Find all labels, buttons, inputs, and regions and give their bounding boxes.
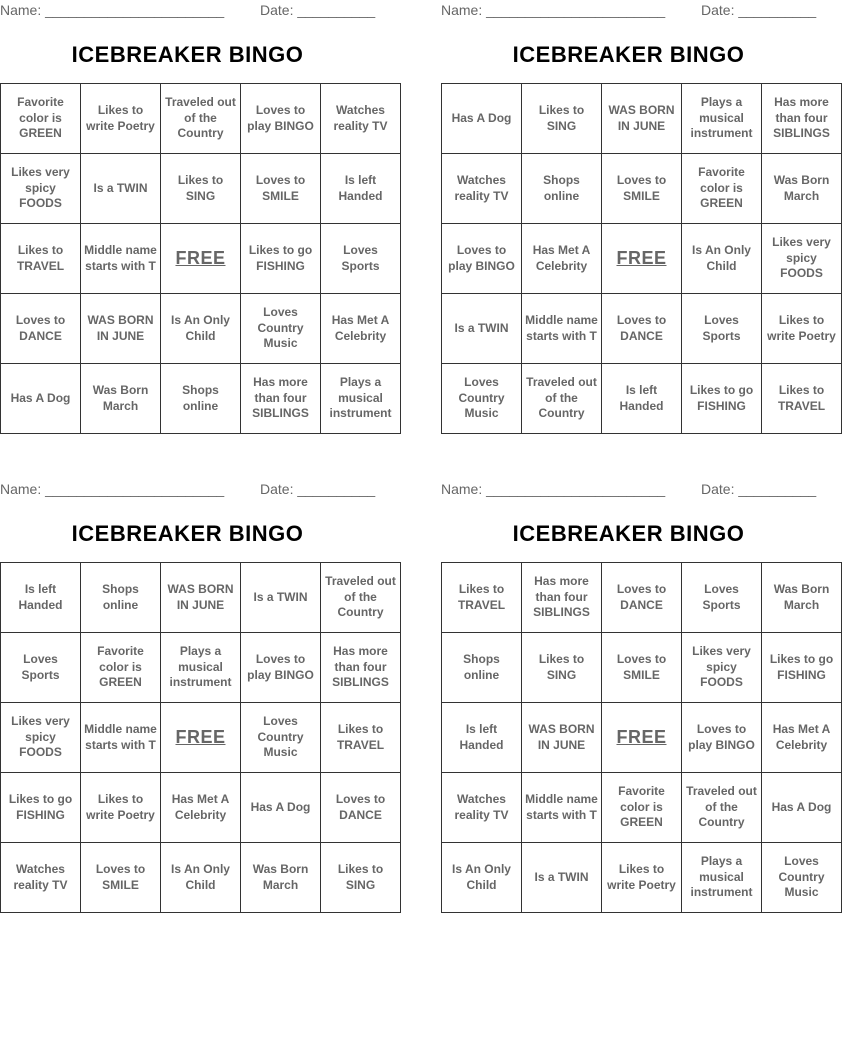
bingo-cell: Was Born March — [762, 154, 842, 224]
bingo-cell: Loves Sports — [1, 633, 81, 703]
bingo-cell: Has more than four SIBLINGS — [241, 364, 321, 434]
card-header — [441, 2, 816, 20]
bingo-row — [442, 843, 842, 913]
bingo-cell: Loves to DANCE — [602, 563, 682, 633]
bingo-cell: Likes to SING — [161, 154, 241, 224]
bingo-row — [1, 703, 401, 773]
bingo-cell: Likes to go FISHING — [682, 364, 762, 434]
bingo-cell: Loves Sports — [682, 294, 762, 364]
bingo-cell: Is a TWIN — [241, 563, 321, 633]
bingo-cell: Is a TWIN — [81, 154, 161, 224]
bingo-cell: WAS BORN IN JUNE — [522, 703, 602, 773]
bingo-cell: Has Met A Celebrity — [321, 294, 401, 364]
bingo-cell: Loves to play BINGO — [241, 84, 321, 154]
bingo-cell: Is left Handed — [442, 703, 522, 773]
bingo-row — [442, 154, 842, 224]
card-title: ICEBREAKER BINGO — [71, 42, 304, 67]
bingo-cell: Loves to DANCE — [602, 294, 682, 364]
bingo-cell: Likes very spicy FOODS — [1, 703, 81, 773]
bingo-cell: Loves to SMILE — [602, 633, 682, 703]
bingo-cell: Loves to DANCE — [1, 294, 81, 364]
bingo-cell: Plays a musical instrument — [682, 84, 762, 154]
bingo-cell: Has Met A Celebrity — [522, 224, 602, 294]
card-header — [0, 481, 375, 499]
bingo-cell: Has more than four SIBLINGS — [762, 84, 842, 154]
bingo-cell: Loves to play BINGO — [241, 633, 321, 703]
bingo-cell: Was Born March — [81, 364, 161, 434]
bingo-cell: Middle name starts with T — [81, 703, 161, 773]
bingo-cell: Loves to DANCE — [321, 773, 401, 843]
bingo-cell: Watches reality TV — [442, 154, 522, 224]
name-field-label: Name: _______________________ — [0, 2, 225, 18]
bingo-cell: Plays a musical instrument — [682, 843, 762, 913]
bingo-cell: Watches reality TV — [1, 843, 81, 913]
bingo-row — [442, 633, 842, 703]
bingo-row — [1, 154, 401, 224]
bingo-cell: WAS BORN IN JUNE — [81, 294, 161, 364]
bingo-cell: Middle name starts with T — [522, 773, 602, 843]
bingo-cell: Middle name starts with T — [522, 294, 602, 364]
card-header — [441, 481, 816, 499]
bingo-cell: Is An Only Child — [682, 224, 762, 294]
date-field-label: Date: __________ — [701, 2, 817, 18]
bingo-cell: Loves to SMILE — [602, 154, 682, 224]
name-field-label: Name: _______________________ — [441, 2, 666, 18]
bingo-cell: Traveled out of the Country — [522, 364, 602, 434]
bingo-row — [1, 633, 401, 703]
bingo-row — [442, 364, 842, 434]
free-space-cell: FREE — [602, 224, 682, 294]
bingo-cell: Likes to write Poetry — [602, 843, 682, 913]
bingo-cell: Likes very spicy FOODS — [682, 633, 762, 703]
bingo-row — [442, 84, 842, 154]
bingo-grid — [0, 562, 401, 913]
name-field-label: Name: _______________________ — [441, 481, 666, 497]
bingo-cell: Favorite color is GREEN — [602, 773, 682, 843]
card-title: ICEBREAKER BINGO — [71, 521, 304, 546]
bingo-cell: Likes to SING — [321, 843, 401, 913]
bingo-cell: Loves Country Music — [442, 364, 522, 434]
bingo-row — [1, 84, 401, 154]
bingo-cell: Is An Only Child — [442, 843, 522, 913]
bingo-cell: Loves to play BINGO — [442, 224, 522, 294]
bingo-cell: Traveled out of the Country — [321, 563, 401, 633]
bingo-cell: Favorite color is GREEN — [682, 154, 762, 224]
bingo-cell: Loves to SMILE — [241, 154, 321, 224]
bingo-row — [1, 294, 401, 364]
bingo-cell: WAS BORN IN JUNE — [161, 563, 241, 633]
bingo-row — [442, 703, 842, 773]
bingo-cell: Watches reality TV — [321, 84, 401, 154]
name-field-label: Name: _______________________ — [0, 481, 225, 497]
bingo-cell: Watches reality TV — [442, 773, 522, 843]
bingo-row — [442, 224, 842, 294]
free-space-cell: FREE — [161, 224, 241, 294]
bingo-cell: Has Met A Celebrity — [161, 773, 241, 843]
card-title: ICEBREAKER BINGO — [512, 42, 745, 67]
bingo-cell: Has more than four SIBLINGS — [321, 633, 401, 703]
bingo-cell: Likes very spicy FOODS — [762, 224, 842, 294]
bingo-row — [1, 364, 401, 434]
bingo-cell: Loves Sports — [682, 563, 762, 633]
bingo-row — [1, 773, 401, 843]
bingo-cell: Has A Dog — [241, 773, 321, 843]
date-field-label: Date: __________ — [260, 481, 376, 497]
bingo-card-3 — [0, 479, 396, 915]
bingo-cell: Has A Dog — [1, 364, 81, 434]
bingo-cell: Favorite color is GREEN — [81, 633, 161, 703]
bingo-cell: Likes to go FISHING — [762, 633, 842, 703]
bingo-row — [442, 773, 842, 843]
bingo-cell: Is a TWIN — [522, 843, 602, 913]
bingo-cell: Loves to play BINGO — [682, 703, 762, 773]
bingo-row — [1, 843, 401, 913]
date-field-label: Date: __________ — [701, 481, 817, 497]
bingo-cell: Likes very spicy FOODS — [1, 154, 81, 224]
bingo-card-2 — [441, 0, 836, 436]
bingo-cell: Plays a musical instrument — [321, 364, 401, 434]
bingo-cell: Shops online — [81, 563, 161, 633]
bingo-cell: Likes to write Poetry — [81, 773, 161, 843]
bingo-cell: Shops online — [442, 633, 522, 703]
bingo-cell: Is a TWIN — [442, 294, 522, 364]
bingo-grid — [0, 83, 401, 434]
bingo-cell: Is left Handed — [321, 154, 401, 224]
bingo-cell: Likes to TRAVEL — [321, 703, 401, 773]
bingo-cell: Likes to go FISHING — [1, 773, 81, 843]
bingo-cell: Was Born March — [762, 563, 842, 633]
bingo-cell: Likes to SING — [522, 84, 602, 154]
bingo-cell: WAS BORN IN JUNE — [602, 84, 682, 154]
bingo-cell: Loves Country Music — [762, 843, 842, 913]
bingo-cell: Loves Country Music — [241, 703, 321, 773]
bingo-cell: Traveled out of the Country — [161, 84, 241, 154]
bingo-cell: Middle name starts with T — [81, 224, 161, 294]
bingo-cell: Likes to write Poetry — [81, 84, 161, 154]
bingo-card-1 — [0, 0, 392, 436]
bingo-row — [1, 224, 401, 294]
bingo-cell: Traveled out of the Country — [682, 773, 762, 843]
card-title: ICEBREAKER BINGO — [512, 521, 745, 546]
bingo-row — [442, 563, 842, 633]
bingo-cell: Is left Handed — [602, 364, 682, 434]
bingo-cell: Likes to TRAVEL — [442, 563, 522, 633]
free-space-cell: FREE — [602, 703, 682, 773]
card-header — [0, 2, 375, 20]
bingo-cell: Favorite color is GREEN — [1, 84, 81, 154]
bingo-row — [1, 563, 401, 633]
bingo-cell: Has A Dog — [442, 84, 522, 154]
free-space-cell: FREE — [161, 703, 241, 773]
date-field-label: Date: __________ — [260, 2, 376, 18]
bingo-cell: Shops online — [161, 364, 241, 434]
bingo-cell: Loves Country Music — [241, 294, 321, 364]
bingo-cell: Likes to go FISHING — [241, 224, 321, 294]
bingo-cell: Is An Only Child — [161, 294, 241, 364]
bingo-cell: Plays a musical instrument — [161, 633, 241, 703]
bingo-row — [442, 294, 842, 364]
bingo-cell: Likes to SING — [522, 633, 602, 703]
bingo-grid — [441, 562, 842, 913]
bingo-cell: Was Born March — [241, 843, 321, 913]
bingo-cell: Likes to TRAVEL — [1, 224, 81, 294]
bingo-card-4 — [441, 479, 834, 915]
bingo-cell: Loves to SMILE — [81, 843, 161, 913]
bingo-cell: Shops online — [522, 154, 602, 224]
bingo-cell: Has more than four SIBLINGS — [522, 563, 602, 633]
bingo-cell: Is An Only Child — [161, 843, 241, 913]
bingo-cell: Likes to write Poetry — [762, 294, 842, 364]
bingo-cell: Has A Dog — [762, 773, 842, 843]
bingo-cell: Is left Handed — [1, 563, 81, 633]
bingo-grid — [441, 83, 842, 434]
bingo-cell: Has Met A Celebrity — [762, 703, 842, 773]
bingo-cell: Loves Sports — [321, 224, 401, 294]
bingo-cell: Likes to TRAVEL — [762, 364, 842, 434]
